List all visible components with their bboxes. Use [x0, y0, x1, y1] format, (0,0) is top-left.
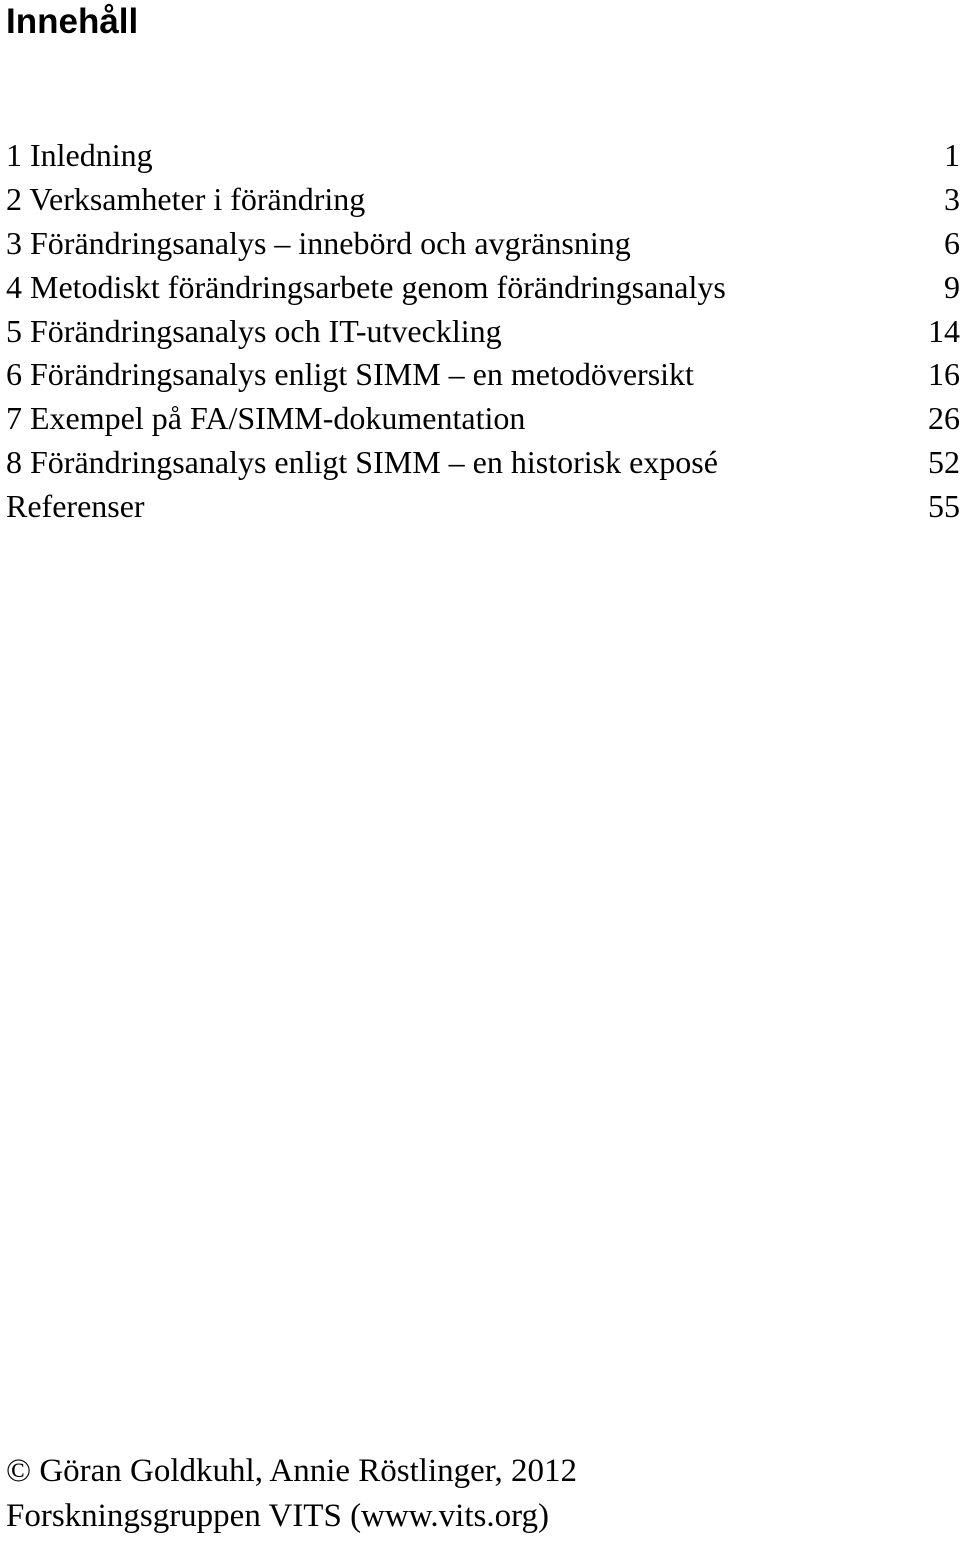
organization-credit: Forskningsgruppen VITS (www.vits.org): [6, 1498, 549, 1534]
toc-entry-page-number: 52: [928, 444, 960, 481]
toc-entry-page-number: 6: [944, 224, 960, 261]
page-footer: [6, 1449, 577, 1539]
toc-entry-title: 2 Verksamheter i förändring: [6, 180, 366, 217]
toc-entry-3: [6, 222, 960, 266]
toc-entry-page-number: 16: [928, 356, 960, 393]
toc-entry-8: [6, 441, 960, 485]
page-title: Innehåll: [6, 2, 139, 41]
toc-entry-5: [6, 310, 960, 354]
toc-entry-page-number: 3: [944, 180, 960, 217]
toc-entry-page-number: 26: [928, 400, 960, 437]
toc-entry-1: [6, 134, 960, 178]
toc-entry-title: 8 Förändringsanalys enligt SIMM – en historisk exposé: [6, 444, 718, 481]
toc-entry-title: 1 Inledning: [6, 137, 153, 173]
toc-entry-title: 6 Förändringsanalys enligt SIMM – en metodöversikt: [6, 356, 694, 393]
table-of-contents: [6, 134, 960, 529]
toc-entry-page-number: 9: [944, 268, 960, 305]
toc-entry-title: 7 Exempel på FA/SIMM-dokumentation: [6, 400, 526, 437]
toc-entry-page-number: 14: [928, 312, 960, 349]
toc-entry-title: 3 Förändringsanalys – innebörd och avgränsning: [6, 224, 631, 261]
toc-entry-page-number: 1: [944, 137, 960, 173]
toc-entry-4: [6, 266, 960, 310]
toc-entry-2: [6, 178, 960, 222]
toc-entry-title: 4 Metodiskt förändringsarbete genom förändringsanalys: [6, 268, 726, 305]
toc-entry-title: Referenser: [6, 488, 145, 525]
toc-entry-7: [6, 397, 960, 441]
toc-entry-title: 5 Förändringsanalys och IT-utveckling: [6, 312, 502, 349]
toc-entry-references: [6, 485, 960, 529]
toc-entry-page-number: 55: [928, 488, 960, 525]
copyright-notice: © Göran Goldkuhl, Annie Röstlinger, 2012: [6, 1453, 577, 1489]
toc-entry-6: [6, 353, 960, 397]
